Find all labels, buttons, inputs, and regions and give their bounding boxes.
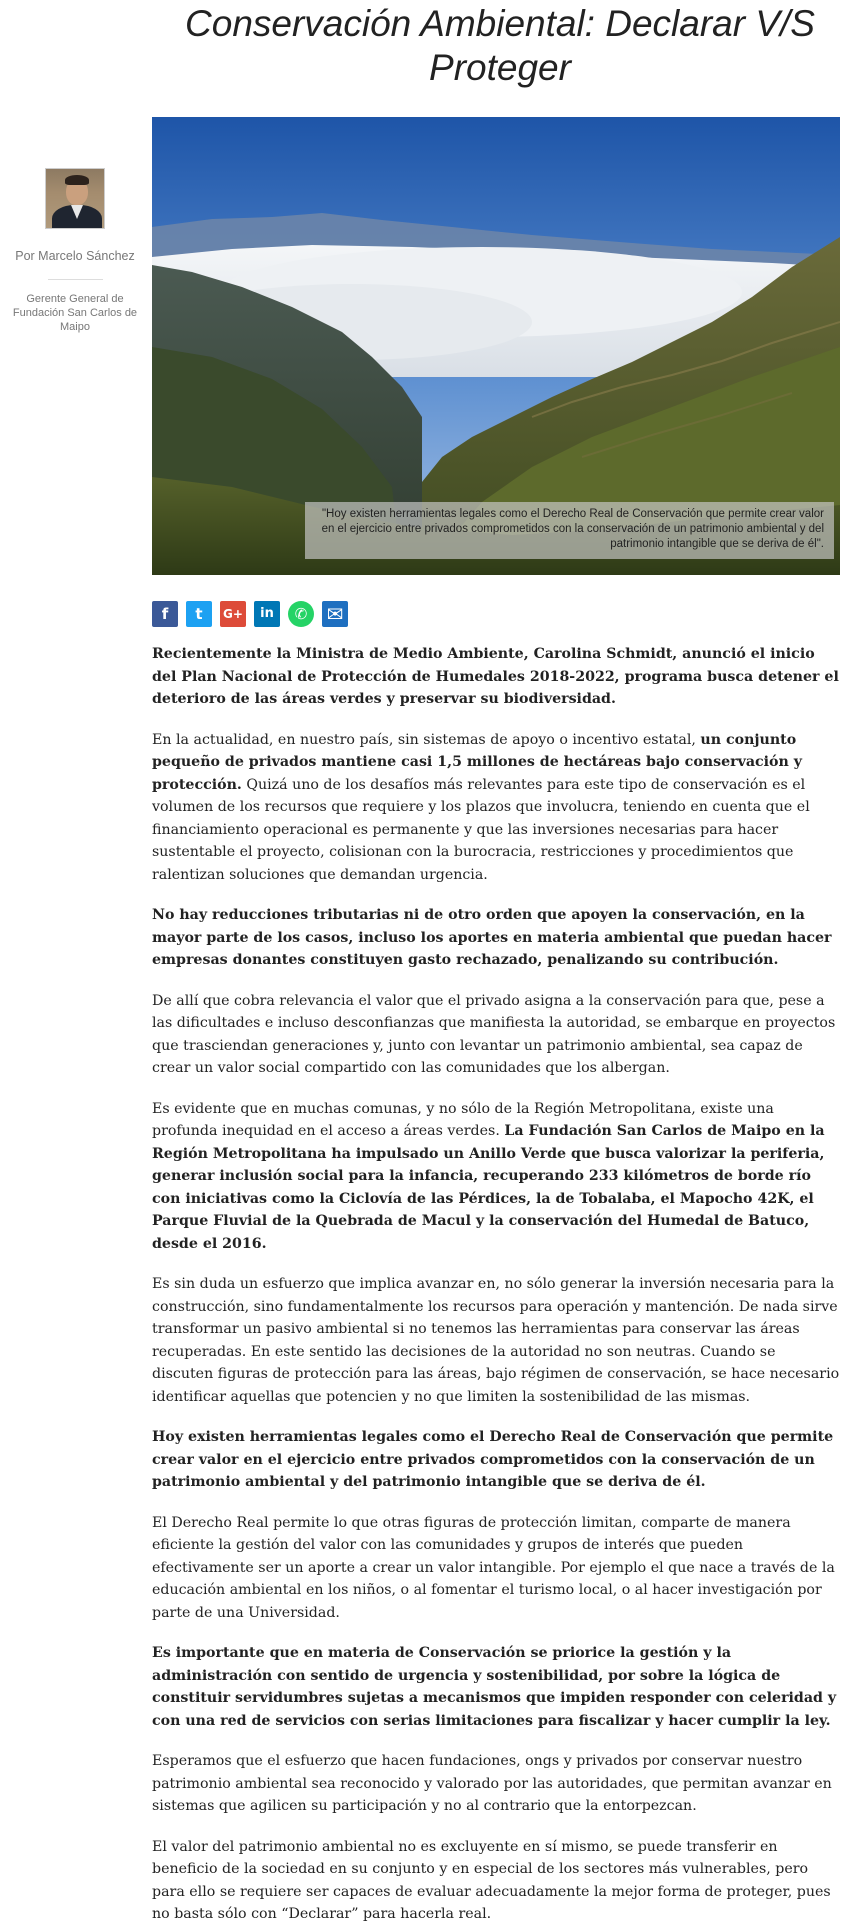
paragraph-10: Esperamos que el esfuerzo que hacen fundaciones, ongs y privados por conservar nuestro patrimonio ambiental sea reconocido y valorado por las autoridades, que permitan avanzar en sistemas que agilicen su participación y no al contrario que la entorpezcan. <box>152 1753 832 1814</box>
hero-image <box>152 117 840 575</box>
paragraph-8: El Derecho Real permite lo que otras figuras de protección limitan, comparte de manera eficiente la gestión del valor con las comunidades y grupos de interés que pueden efectivamente ser un aporte a crear un valor intangible. Por ejemplo el que nace a través de la educación ambiental en los niños, o al fomentar el turismo local, o al hacer investigación por parte de una Universidad. <box>152 1514 835 1621</box>
paragraph-7: Hoy existen herramientas legales como el Derecho Real de Conservación que permite crear valor en el ejercicio entre privados comprometidos con la conservación de un patrimonio ambiental y del patrimonio intangible que se deriva de él. <box>152 1429 834 1490</box>
author-card <box>10 168 140 334</box>
author-avatar <box>45 168 105 229</box>
article-body <box>152 643 840 1924</box>
paragraph-5: Es evidente que en muchas comunas, y no sólo de la Región Metropolitana, existe una profunda inequidad en el acceso a áreas verdes. La Fundación San Carlos de Maipo en la Región Metropolitana ha impulsado un Anillo Verde que busca valorizar la periferia, generar inclusión social para la infancia, recuperando 233 kilómetros de borde río con iniciativas como la Ciclovía de las Pérdices, la de Tobalaba, el Mapocho 42K, el Parque Fluvial de la Quebrada de Macul y la conservación del Humedal de Batuco, desde el 2016. <box>152 1100 825 1252</box>
paragraph-4: De allí que cobra relevancia el valor que el privado asigna a la conservación para que, pese a las dificultades e incluso desconfianzas que manifiesta la autoridad, se embarque en proyectos que trasciendan generaciones y, junto con levantar un patrimonio ambiental, sea capaz de crear un valor social compartido con las comunidades que los albergan. <box>152 992 836 1076</box>
image-caption: "Hoy existen herramientas legales como el Derecho Real de Conservación que permite crear valor en el ejercicio entre privados comprometidos con la conservación de un patrimonio ambiental y del patrimonio intangible que se deriva de él". <box>305 502 834 559</box>
paragraph-3: No hay reducciones tributarias ni de otro orden que apoyen la conservación, en la mayor parte de los casos, incluso los aportes en materia ambiental que puedan hacer empresas donantes constituyen gasto rechazado, penalizando su contribución. <box>152 907 832 968</box>
whatsapp-share-icon[interactable]: ✆ <box>288 601 314 627</box>
paragraph-2: En la actualidad, en nuestro país, sin sistemas de apoyo o incentivo estatal, un conjunto pequeño de privados mantiene casi 1,5 millones de hectáreas bajo conservación y protección. Quizá uno de los desafíos más relevantes para este tipo de conservación es el volumen de los recursos que requiere y los plazos que involucra, teniendo en cuenta que el financiamiento operacional es permanente y que las inversiones necesarias para hacer sustentable el proyecto, colisionan con la burocracia, restricciones y procedimientos que ralentizan soluciones que demandan urgencia. <box>152 731 810 883</box>
paragraph-intro: Recientemente la Ministra de Medio Ambiente, Carolina Schmidt, anunció el inicio del Plan Nacional de Protección de Humedales 2018-2022, programa busca detener el deterioro de las áreas verdes y preservar su biodiversidad. <box>152 646 839 707</box>
twitter-share-icon[interactable]: t <box>186 601 212 627</box>
author-role: Gerente General de Fundación San Carlos de Maipo <box>12 293 138 333</box>
google-plus-share-icon[interactable]: G+ <box>220 601 246 627</box>
article-title: Conservación Ambiental: Declarar V/S Proteger <box>185 3 815 88</box>
email-share-icon[interactable]: ✉ <box>322 601 348 627</box>
paragraph-6: Es sin duda un esfuerzo que implica avanzar en, no sólo generar la inversión necesaria para la construcción, sino fundamentalmente los recursos para operación y mantención. De nada sirve transformar un pasivo ambiental si no tenemos las herramientas para conservar las áreas recuperadas. En este sentido las decisiones de la autoridad no son neutras. Cuando se discuten figuras de protección para las áreas, bajo régimen de conservación, se hace necesario identificar aquellas que potencien y no que limiten la sostenibilidad de las mismas. <box>152 1276 840 1405</box>
facebook-share-icon[interactable]: f <box>152 601 178 627</box>
paragraph-11: El valor del patrimonio ambiental no es excluyente en sí mismo, se puede transferir en beneficio de la sociedad en su conjunto y en especial de los sectores más vulnerables, pero para ello se requiere ser capaces de evaluar adecuadamente la mejor forma de proteger, pues no basta sólo con “Declarar” para hacerla real. <box>152 1838 831 1922</box>
paragraph-9: Es importante que en materia de Conservación se priorice la gestión y la administración con sentido de urgencia y sostenibilidad, por sobre la lógica de constituir servidumbres sujetas a mecanismos que impiden responder con celeridad y con una red de servicios con serias limitaciones para fiscalizar y hacer cumplir la ley. <box>152 1645 837 1729</box>
linkedin-share-icon[interactable]: in <box>254 601 280 627</box>
author-divider <box>48 279 103 280</box>
author-name: Por Marcelo Sánchez <box>15 249 135 263</box>
